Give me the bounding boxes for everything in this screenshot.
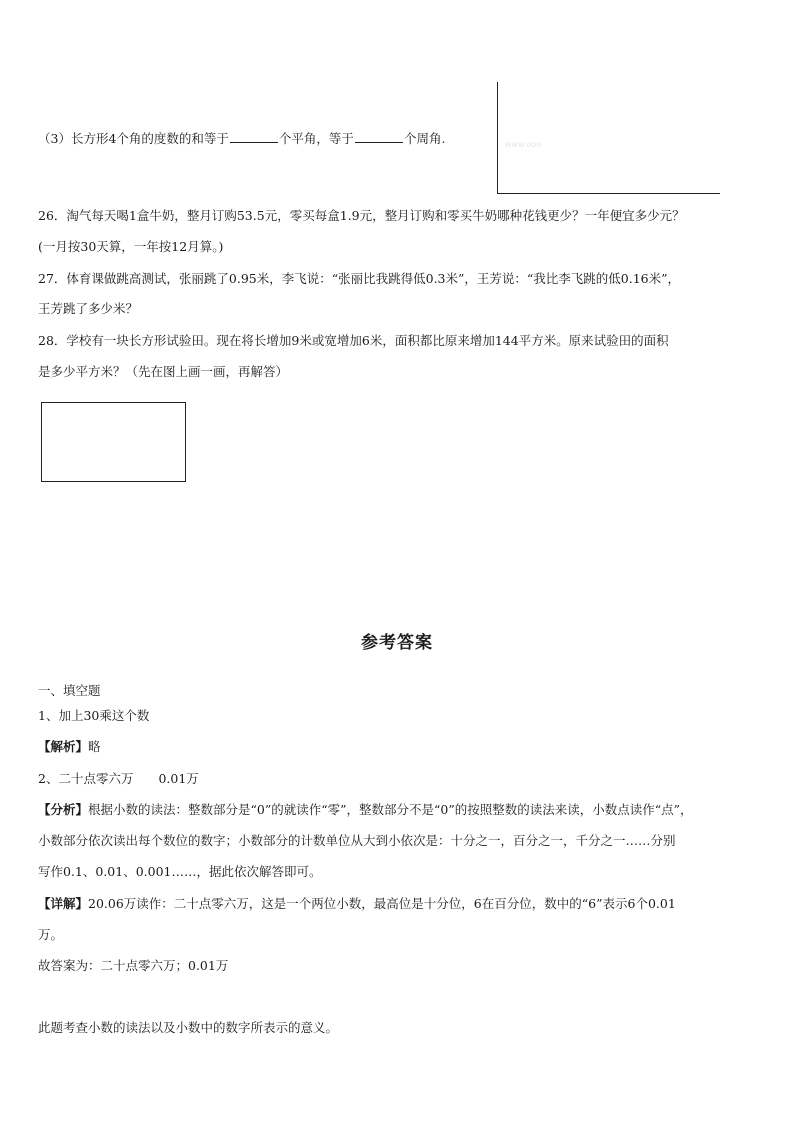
answers-title: 参考答案 (361, 633, 433, 653)
analysis-tag: 【解析】 (38, 739, 89, 754)
question-26-line-2: (一月按30天算，一年按12月算。) (38, 239, 224, 254)
question-27-line-1: 27．体育课做跳高测试，张丽跳了0.95米，李飞说：“张丽比我跳得低0.3米”，王芳说：“我比李飞跳的低0.16米”， (38, 271, 681, 286)
answer-2-fenxi-line-3: 写作0.1、0.01、0.001……，据此依次解答即可。 (38, 864, 322, 879)
question-28-line-2: 是多少平方米？（先在图上画一画，再解答） (38, 364, 289, 379)
section-heading-fill-blank: 一、填空题 (38, 683, 101, 698)
q25-3-text-3: 个周角. (403, 131, 446, 146)
question-25-3 (38, 130, 445, 148)
answer-2-fenxi-line-2: 小数部分依次读出每个数位的数字；小数部分的计数单位从大到小依次是：十分之一，百分之一，千分之一……分别 (38, 833, 676, 848)
question-28-line-1: 28．学校有一块长方形试验田。现在将长增加9米或宽增加6米，面积都比原来增加144平方米。原来试验田的面积 (38, 333, 669, 348)
answer-2-xiangjie-line-1 (38, 895, 676, 913)
answer-blank-1[interactable] (230, 130, 278, 143)
answer-2-final: 故答案为：二十点零六万；0.01万 (38, 958, 229, 973)
xiangjie-tag: 【详解】 (38, 896, 89, 911)
fenxi-text-1: 根据小数的读法：整数部分是“0”的就读作“零”，整数部分不是“0”的按照整数的读法来读，小数点读作“点”， (88, 802, 693, 817)
xiangjie-text-1: 20.06万读作：二十点零六万，这是一个两位小数，最高位是十分位，6在百分位，数中的“6”表示6个0.01 (88, 896, 676, 911)
answer-1-analysis (38, 738, 101, 756)
q25-3-text-2: 个平角，等于 (278, 131, 354, 146)
analysis-text: 略 (88, 739, 101, 754)
right-angle-figure (497, 82, 720, 194)
answer-1: 1、加上30乘这个数 (38, 708, 150, 723)
q25-3-text-1: （3）长方形4个角的度数的和等于 (38, 131, 229, 146)
answer-2-fenxi-line-1 (38, 801, 693, 819)
answer-2-comment: 此题考查小数的读法以及小数中的数字所表示的意义。 (38, 1020, 339, 1035)
watermark: www.ooo (505, 140, 542, 149)
answer-2: 2、二十点零六万 0.01万 (38, 771, 199, 786)
answer-2-xiangjie-line-2: 万。 (38, 927, 64, 942)
question-26-line-1: 26．淘气每天喝1盒牛奶，整月订购53.5元，零买每盒1.9元，整月订购和零买牛奶哪种花钱更少？一年便宜多少元？ (38, 208, 685, 223)
answer-blank-2[interactable] (355, 130, 403, 143)
fenxi-tag: 【分析】 (38, 802, 89, 817)
question-27-line-2: 王芳跳了多少米？ (38, 301, 139, 316)
rectangle-field-figure (41, 402, 186, 482)
